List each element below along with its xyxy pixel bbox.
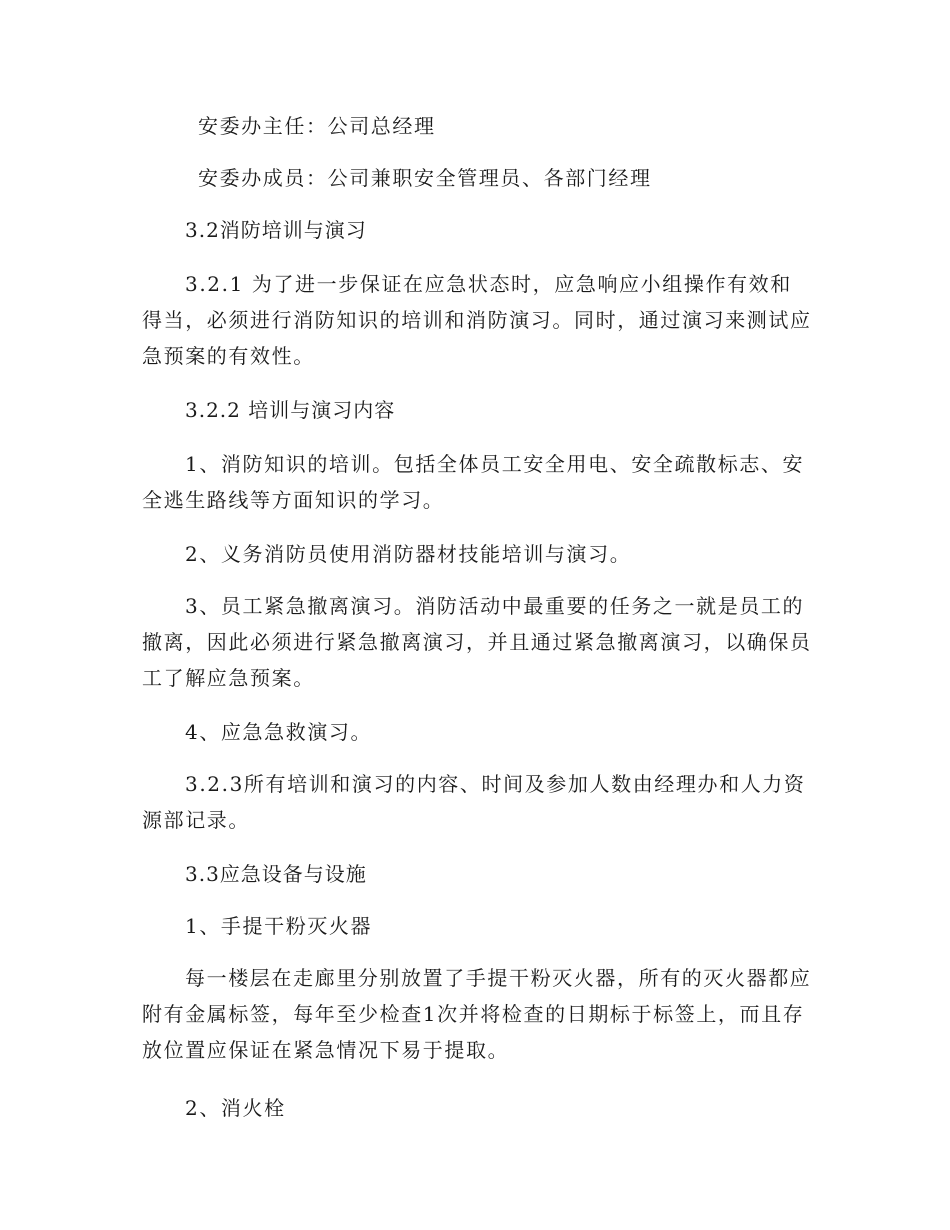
list-item-4: 4、应急急救演习。 bbox=[185, 720, 373, 744]
subheading-fire-hydrant: 2、消火栓 bbox=[185, 1096, 286, 1120]
paragraph-3-2-3: 3.2.3所有培训和演习的内容、时间及参加人数由经理办和人力资源部记录。 bbox=[142, 772, 806, 832]
heading-3-2-2: 3.2.2 培训与演习内容 bbox=[185, 398, 396, 422]
heading-3-2: 3.2消防培训与演习 bbox=[185, 218, 367, 242]
paragraph-committee-director: 安委办主任：公司总经理 bbox=[198, 114, 436, 138]
paragraph-3-2-1: 3.2.1 为了进一步保证在应急状态时，应急响应小组操作有效和得当，必须进行消防知识的培训和消防演习。同时，通过演习来测试应急预案的有效性。 bbox=[142, 272, 812, 368]
paragraph-committee-members: 安委办成员：公司兼职安全管理员、各部门经理 bbox=[198, 166, 652, 190]
list-item-3: 3、员工紧急撤离演习。消防活动中最重要的任务之一就是员工的撤离，因此必须进行紧急撤离演习，并且通过紧急撤离演习，以确保员工了解应急预案。 bbox=[142, 594, 812, 690]
list-item-2: 2、义务消防员使用消防器材技能培训与演习。 bbox=[185, 542, 632, 566]
paragraph-fire-extinguisher: 每一楼层在走廊里分别放置了手提干粉灭火器，所有的灭火器都应附有金属标签，每年至少检查1次并将检查的日期标于标签上，而且存放位置应保证在紧急情况下易于提取。 bbox=[142, 966, 812, 1062]
list-item-1: 1、消防知识的培训。包括全体员工安全用电、安全疏散标志、安全逃生路线等方面知识的学习。 bbox=[142, 452, 805, 512]
heading-3-3: 3.3应急设备与设施 bbox=[185, 862, 367, 886]
subheading-fire-extinguisher: 1、手提干粉灭火器 bbox=[185, 914, 373, 938]
